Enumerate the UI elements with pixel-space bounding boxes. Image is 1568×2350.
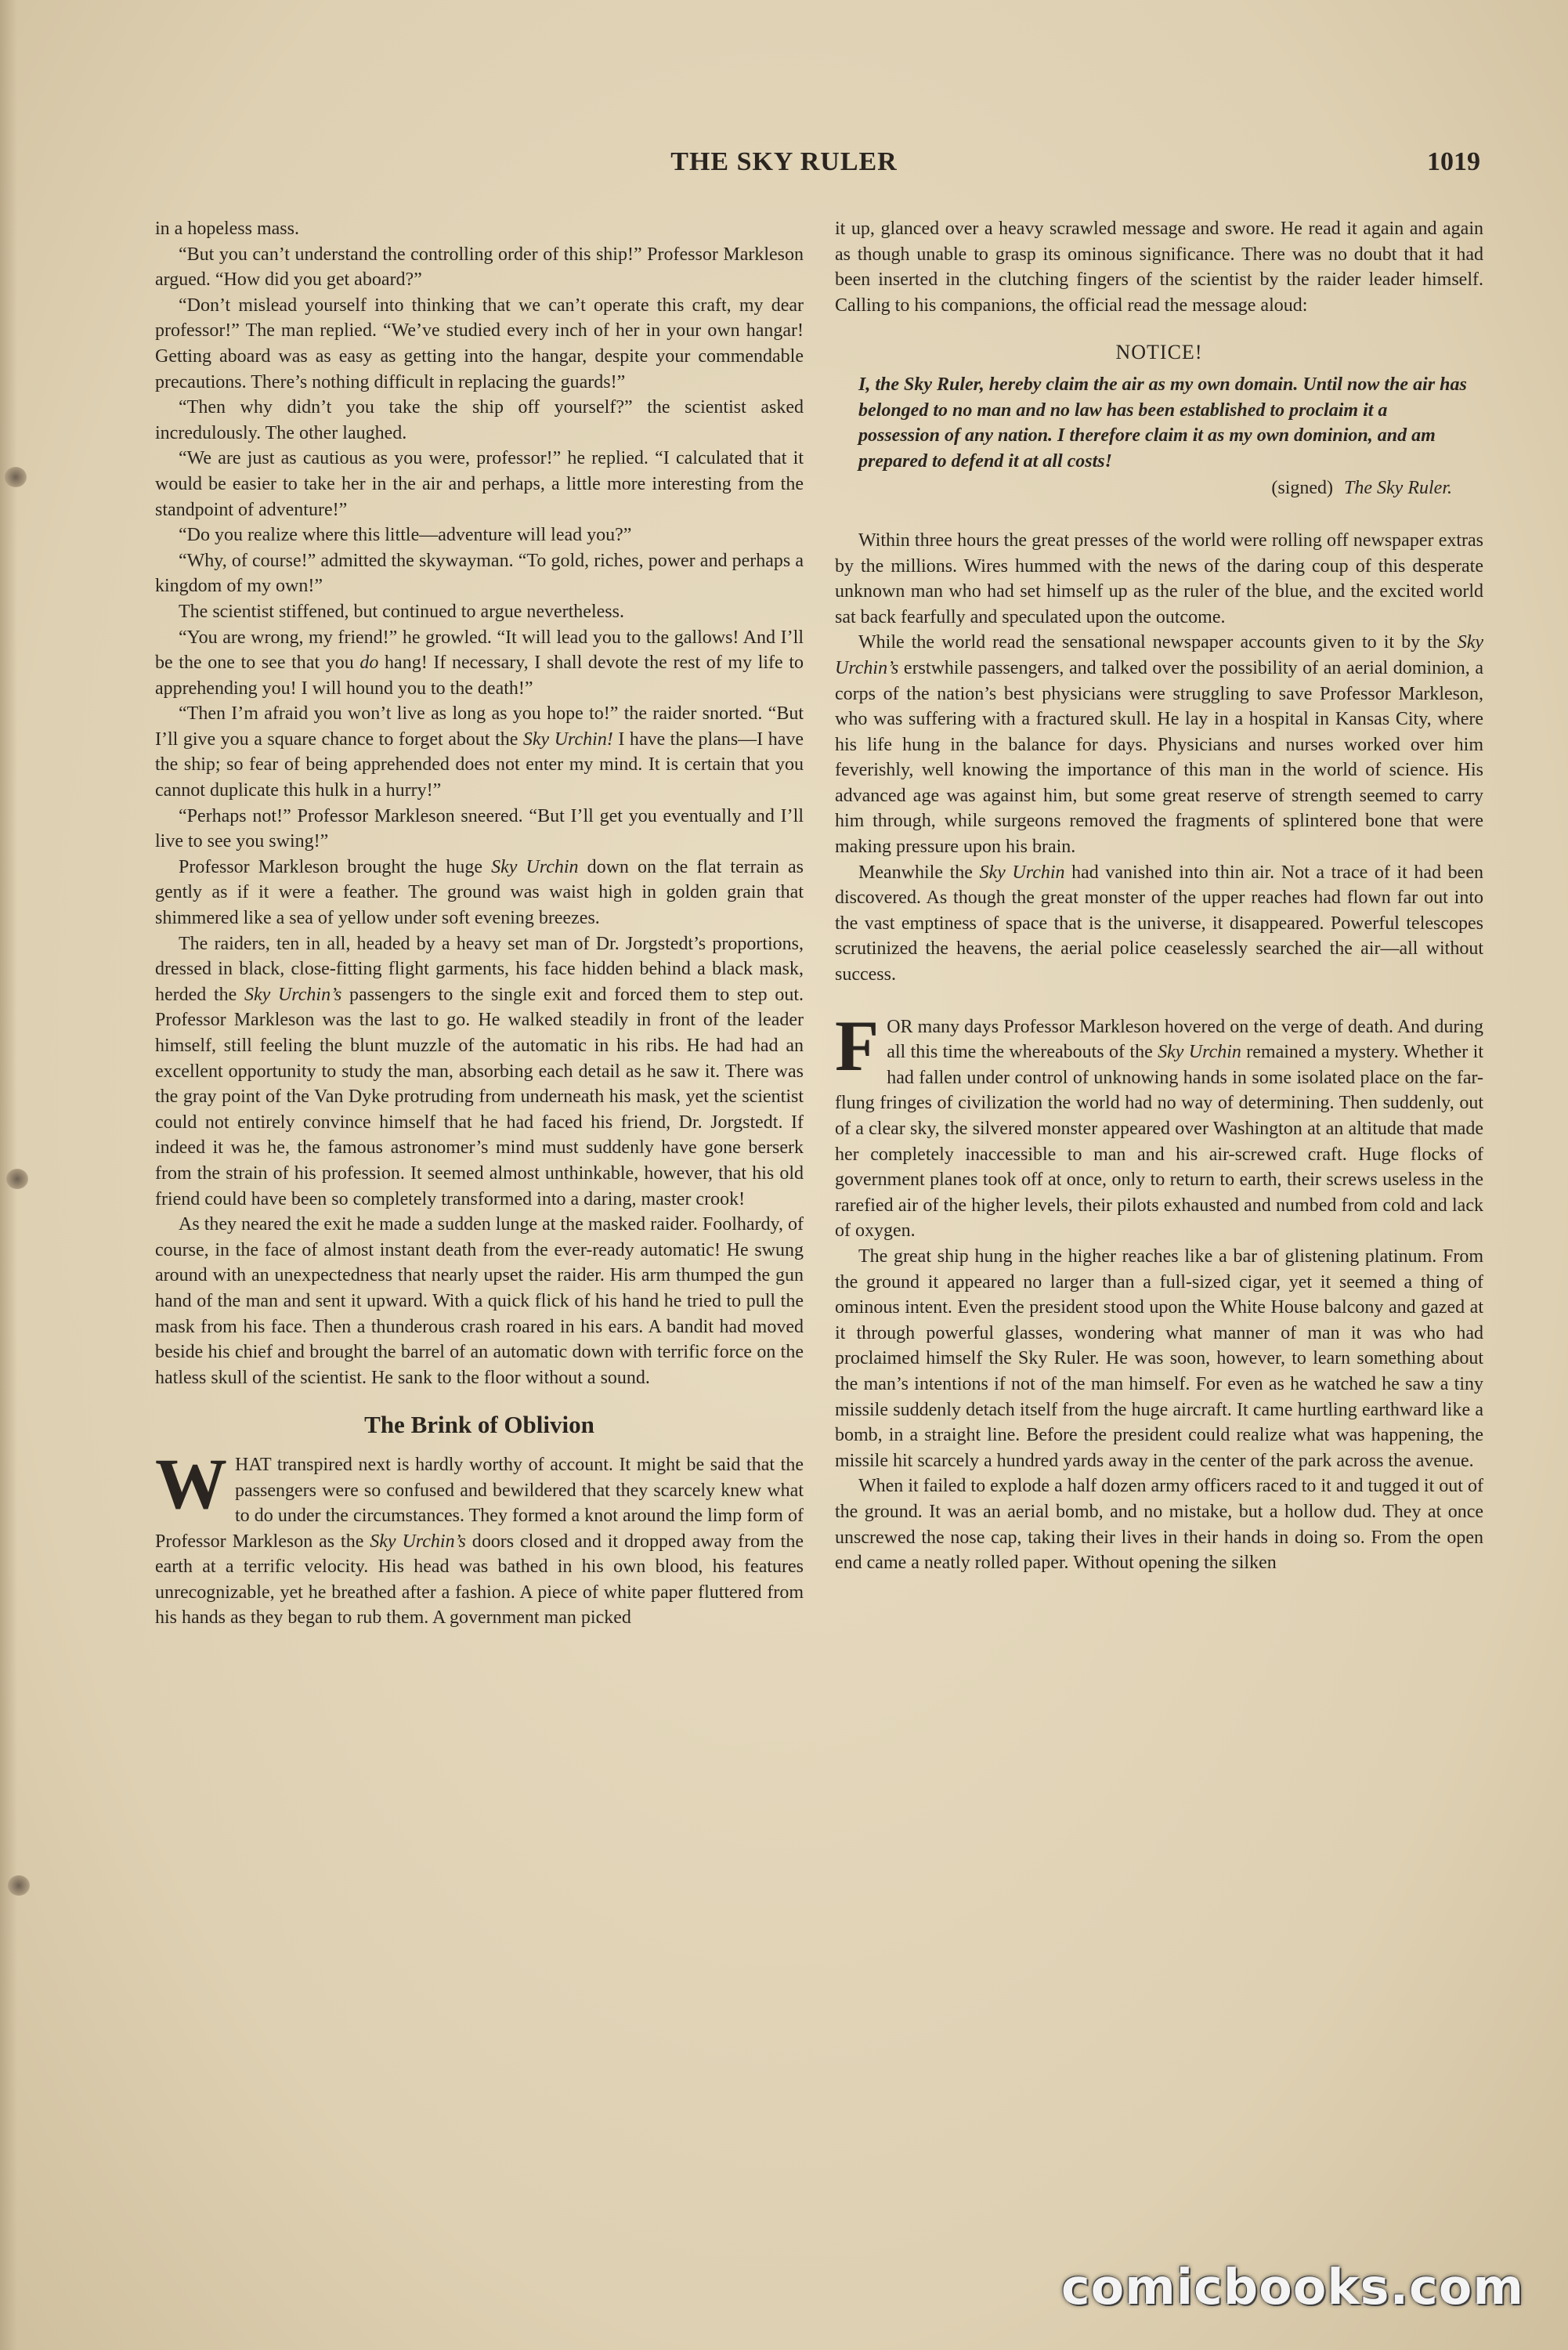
paragraph: [155, 1443, 804, 1631]
running-title: THE SKY RULER: [670, 147, 898, 176]
paragraph: it up, glanced over a heavy scrawled message and swore. He read it again and again as though unable to grasp its ominous significance. There was no doubt that it had been inserted in the clutching fingers of the scientist by the raider leader himself. Calling to his companions, the official read the message aloud:: [835, 219, 1483, 316]
text-run: HAT transpired next is hardly worthy of account. It might be said that the passengers were so confused and bewildered that they scarcely knew what to do under the circumstances. They formed a knot around the limp form of Professor Markleson as the: [155, 1454, 804, 1552]
signature-name: The Sky Ruler.: [1344, 478, 1452, 499]
binding-hole: [6, 1169, 28, 1189]
paragraph: “But you can’t understand the controlling order of this ship!” Professor Markleson argued. “How did you get aboard?”: [155, 244, 804, 291]
paragraph: Within three hours the great presses of the world were rolling off newspaper extras by the millions. Wires hummed with the news of the daring coup of this desperate unknown man who had set himself up as the ruler of the blue, and the excited world sat back fearfully and speculated upon the outcome.: [835, 530, 1483, 627]
text-run: passengers to the single exit and forced them to step out. Professor Markleson was the last to go. He walked steadily in front of the leader himself, still feeling the blunt muzzle of the automatic in his ribs. He had had an excellent opportunity to study the man, absorbing each detail as he saw it. There was the gray point of the Van Dyke protruding from underneath his mask, yet the scientist could not entirely convince himself that he had faced his friend, Dr. Jorgstedt. If indeed it was he, the famous astronomer’s mind must suddenly have gone berserk from the strain of his profession. It seemed almost unthinkable, however, that his old friend could have been so completely transformed into a daring, master crook!: [155, 984, 804, 1209]
binding-hole: [5, 467, 27, 487]
paragraph: [835, 860, 1483, 988]
paragraph: [155, 931, 804, 1213]
signed-label: (signed): [1271, 478, 1334, 499]
text-run: “You are wrong, my friend!” he growled. “It will lead you to the gallows! And I’ll be the one to see that you: [155, 627, 804, 674]
notice-title: NOTICE!: [1115, 341, 1203, 364]
text-run: OR many days Professor Markleson hovered on the verge of death. And during all this time the whereabouts of the: [887, 1016, 1483, 1063]
emphasis: do: [359, 653, 379, 674]
running-header: [0, 147, 1568, 188]
ship-name: Sky Urchin’s: [370, 1531, 466, 1552]
drop-cap: W: [155, 1443, 227, 1524]
paragraph: [155, 855, 804, 931]
text-run: I have the plans—I have the ship; so fear of being apprehended does not enter my mind. It is certain that you cannot duplicate this hulk in a hurry!”: [155, 728, 804, 801]
ship-name: Sky Urchin: [491, 856, 579, 877]
paragraph: [155, 701, 804, 803]
paragraph: “Why, of course!” admitted the skywayman. “To gold, riches, power and perhaps a kingdom of my own!”: [155, 550, 804, 597]
binding-hole: [8, 1875, 30, 1896]
paragraph: “Then why didn’t you take the ship off yourself?” the scientist asked incredulously. The other laughed.: [155, 397, 804, 443]
text-run: had vanished into thin air. Not a trace of it had been discovered. As though the great monster of the upper reaches had flown far out into the vast emptiness of space that is the universe, it disappeared. Powerful telescopes scrutinized the heavens, the aerial police ceaselessly searched the air—all without success.: [835, 862, 1483, 985]
paragraph: “Don’t mislead yourself into thinking that we can’t operate this craft, my dear professor!” The man replied. “We’ve studied every inch of her in your own hangar! Getting aboard was as easy as getting into the hangar, despite your commendable precautions. There’s nothing difficult in replacing the guards!”: [155, 295, 804, 392]
paragraph: “We are just as cautious as you were, professor!” he replied. “I calculated that it would be easier to take her in the air and perhaps, a little more interesting from the standpoint of adventure!”: [155, 448, 804, 520]
paragraph: “Do you realize where this little—adventure will lead you?”: [179, 525, 632, 546]
text-run: “Then I’m afraid you won’t live as long as you hope to!” the raider snorted. “But I’ll give you a square chance to forget about the: [155, 703, 804, 750]
text-run: hang! If necessary, I shall devote the rest of my life to apprehending you! I will hound you to the death!”: [155, 653, 804, 699]
ship-name: Sky Urchin: [979, 862, 1065, 883]
paragraph: in a hopeless mass.: [155, 219, 299, 239]
section-heading: The Brink of Oblivion: [364, 1411, 594, 1439]
spacer: [835, 988, 1483, 1014]
ship-name: Sky Urchin’s: [244, 984, 342, 1005]
text-run: erstwhile passengers, and talked over the possibility of an aerial dominion, a corps of the nation’s best physicians were struggling to save Professor Markleson, who was suffering with a fractured skull. He lay in a hospital in Kansas City, where his life hung in the balance for days. Physicians and nurses worked over him feverishly, well knowing the importance of this man in the world of science. His advanced age was against him, but some great reserve of strength seemed to carry him through, while surgeons removed the fragments of splintered bone that were making pressure upon his brain.: [835, 657, 1483, 858]
drop-cap: F: [835, 1005, 880, 1086]
paragraph: [835, 630, 1483, 859]
text-run: down on the flat terrain as gently as if it were a feather. The ground was waist high in golden grain that shimmered like a sea of yellow under soft evening breezes.: [155, 856, 804, 929]
paragraph: As they neared the exit he made a sudden lunge at the masked raider. Foolhardy, of course, in the face of almost instant death from the ever-ready automatic! He swung around with an unexpectedness that nearly upset the raider. His arm thumped the gun hand of the man and sent it upward. With a quick flick of his hand he tried to pull the mask from his face. Then a thunderous crash roared in his ears. A bandit had moved beside his chief and brought the barrel of an automatic down with terrific force on the hatless skull of the scientist. He sank to the floor without a sound.: [155, 1214, 804, 1388]
paragraph: The scientist stiffened, but continued to argue nevertheless.: [179, 601, 624, 622]
text-run: doors closed and it dropped away from the earth at a terrific velocity. His head was bathed in his own blood, his features unrecognizable, yet he breathed after a fashion. A piece of white paper fluttered from his hands as they began to rub them. A government man picked: [155, 1531, 804, 1629]
text-run: While the world read the sensational newspaper accounts given to it by the: [858, 632, 1458, 653]
ship-name: Sky Urchin: [1158, 1042, 1241, 1063]
notice-body: I, the Sky Ruler, hereby claim the air as my own domain. Until now the air has belonged to no man and no law has been established to proclaim it a possession of any nation. I therefore claim it as my own dominion, and am prepared to defend it at all costs!: [858, 374, 1467, 472]
watermark-logo: comicbooks.com: [1060, 2258, 1524, 2316]
notice-signature: [835, 475, 1452, 501]
paragraph: When it failed to explode a half dozen army officers raced to it and tugged it out of the ground. It was an aerial bomb, and no mistake, but a hollow dud. They at once unscrewed the nose cap, taking their lives in their hands in doing so. From the open end came a neatly rolled paper. Without opening the silken: [835, 1476, 1483, 1574]
spacer: [835, 501, 1483, 528]
paragraph: The great ship hung in the higher reaches like a bar of glistening platinum. From the ground it appeared no larger than a full-sized cigar, yet it seemed a thing of ominous intent. Even the president stood upon the White House balcony and gazed at it through powerful glasses, wondering what manner of man it was who had proclaimed himself the Sky Ruler. He was soon, however, to learn something about the man’s intentions if not of the man himself. For even as he watched he saw a tiny missile suddenly detach itself from the huge aircraft. It came hurtling earthward like a bomb, in a straight line. Before the president could realize what was happening, the missile hit scarcely a hundred yards away in the center of the park across the avenue.: [835, 1246, 1483, 1471]
page-number: 1019: [1427, 147, 1480, 176]
paragraph: [835, 1005, 1484, 1244]
ship-name: Sky Urchin!: [522, 728, 613, 750]
text-run: Professor Markleson brought the huge: [179, 856, 492, 877]
left-column: [155, 216, 804, 1631]
right-column: [835, 216, 1483, 1576]
text-run: The raiders, ten in all, headed by a heavy set man of Dr. Jorgstedt’s proportions, dressed in black, close-fitting flight garments, his face hidden behind a black mask, herded the: [155, 933, 804, 1005]
paragraph: [155, 625, 804, 702]
text-run: Meanwhile the: [858, 862, 980, 883]
paragraph: “Perhaps not!” Professor Markleson sneered. “But I’ll get you eventually and I’ll live to see you swing!”: [155, 805, 804, 852]
text-run: remained a mystery. Whether it had fallen under control of unknowing hands in some isolated place on the far-flung fringes of civilization the world had no way of determining. Then suddenly, out of a clear sky, the silvered monster appeared over Washington at an altitude that made her completely inaccessible to man and his air-screwed craft. Huge flocks of government planes took off at once, only to return to earth, their screws useless in the rarefied air of the higher levels, their pilots exhausted and numbed from cold and lack of oxygen.: [835, 1042, 1484, 1242]
ship-name: Sky Urchin’s: [835, 632, 1483, 678]
